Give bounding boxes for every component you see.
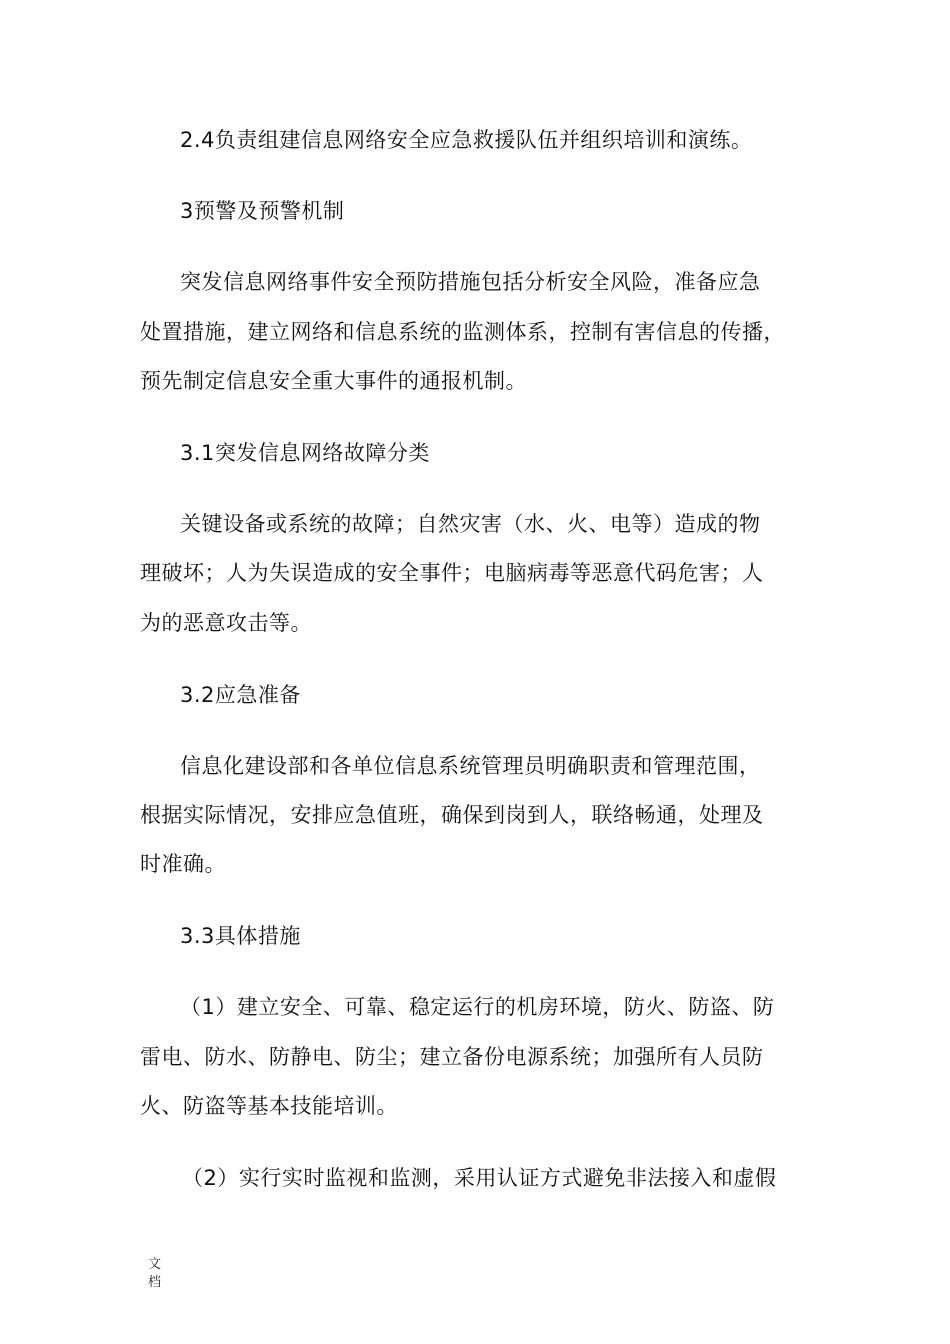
- paragraph-line: 雷电、防水、防静电、防尘；建立备份电源系统；加强所有人员防: [140, 1045, 764, 1069]
- paragraph-line: 处置措施，建立网络和信息系统的监测体系，控制有害信息的传播，: [140, 320, 785, 344]
- footer-char: 文: [148, 1257, 162, 1272]
- paragraph-line: （1）建立安全、可靠、稳定运行的机房环境，防火、防盗、防: [180, 995, 775, 1019]
- paragraph-line: 预先制定信息安全重大事件的通报机制。: [140, 369, 527, 393]
- page-footer: [148, 1256, 168, 1292]
- heading-3-3: 3.3具体措施: [180, 924, 301, 948]
- heading-2-4: 2.4负责组建信息网络安全应急救援队伍并组织培训和演练。: [180, 128, 753, 152]
- paragraph-line: 突发信息网络事件安全预防措施包括分析安全风险，准备应急: [180, 270, 761, 294]
- paragraph-line: （2）实行实时监视和监测，采用认证方式避免非法接入和虚假: [182, 1166, 777, 1190]
- paragraph-line: 时准确。: [140, 852, 226, 876]
- paragraph-line: 信息化建设部和各单位信息系统管理员明确职责和管理范围，: [180, 754, 761, 778]
- paragraph-line: 为的恶意攻击等。: [140, 611, 312, 635]
- paragraph-line: 火、防盗等基本技能培训。: [140, 1094, 398, 1118]
- paragraph-line: 关键设备或系统的故障；自然灾害（水、火、电等）造成的物: [180, 512, 761, 536]
- heading-3-2: 3.2应急准备: [180, 683, 301, 707]
- paragraph-line: 根据实际情况，安排应急值班，确保到岗到人，联络畅通，处理及: [140, 803, 764, 827]
- footer-char: 档: [148, 1275, 162, 1290]
- heading-3-1: 3.1突发信息网络故障分类: [180, 441, 430, 465]
- paragraph-line: 理破坏；人为失误造成的安全事件；电脑病毒等恶意代码危害；人: [140, 561, 764, 585]
- heading-3: 3预警及预警机制: [180, 199, 345, 223]
